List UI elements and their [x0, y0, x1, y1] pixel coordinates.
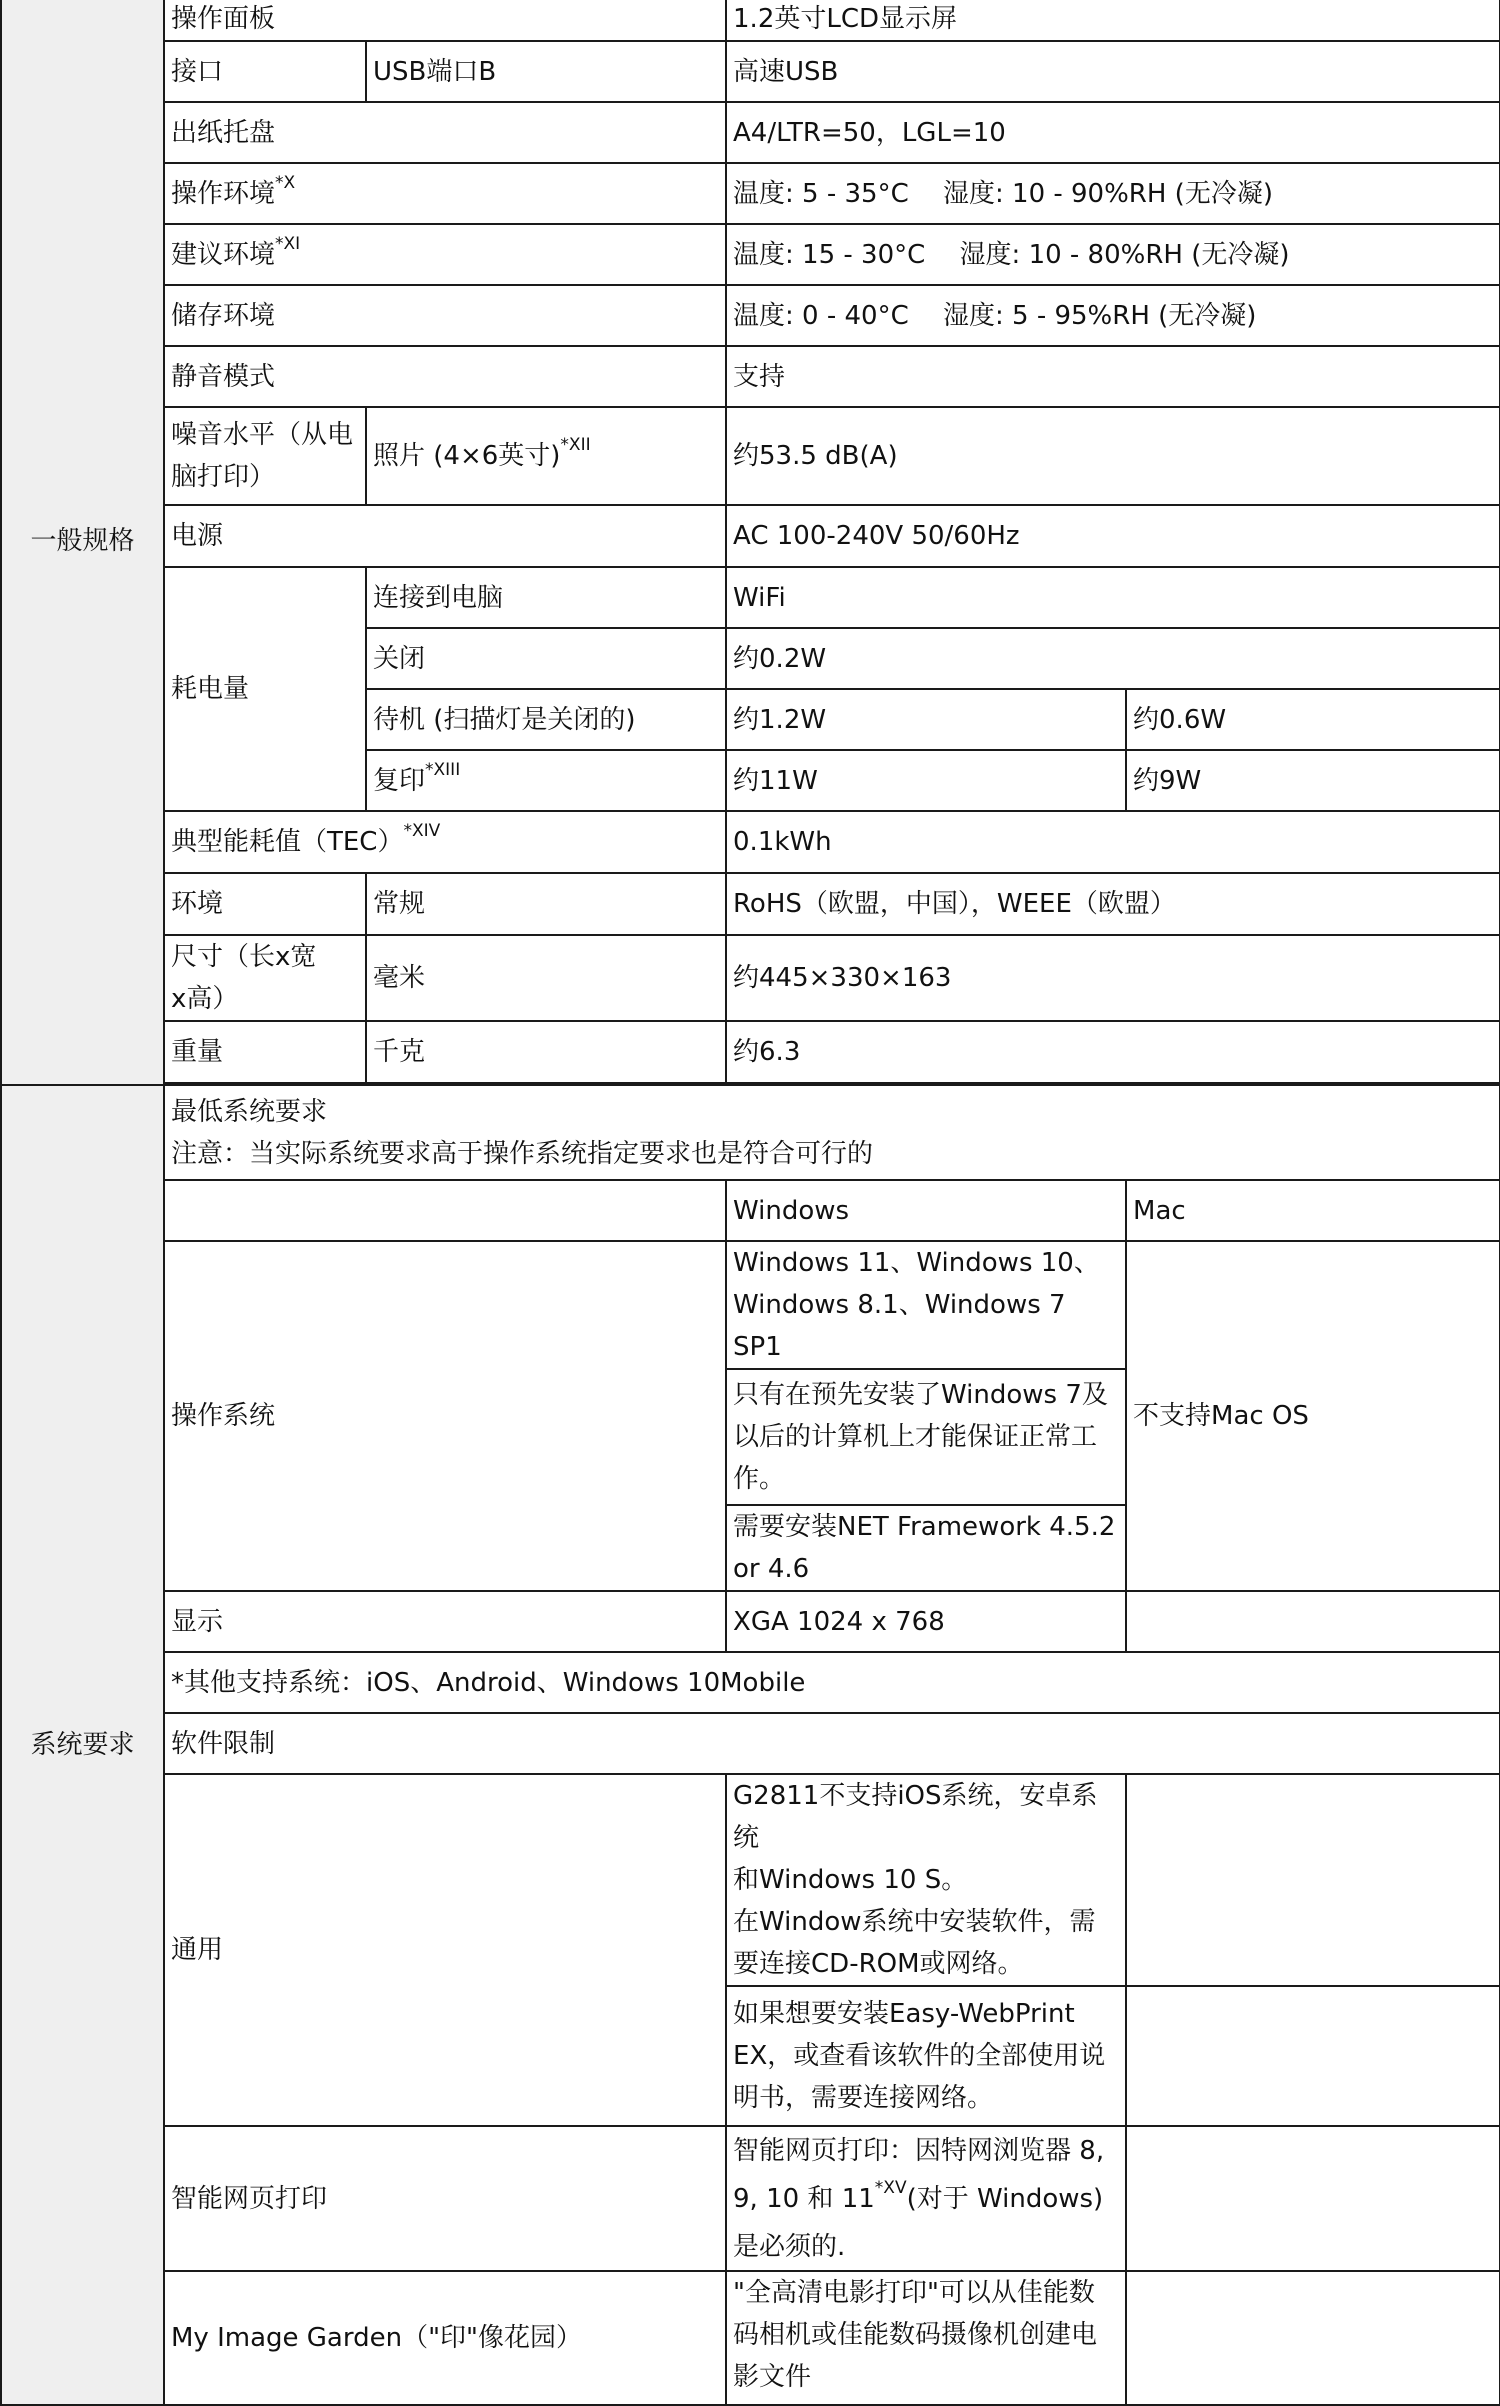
row-environment	[1, 873, 1500, 935]
text-line: or 4.6	[733, 1554, 810, 1584]
footnote-xii: *XII	[560, 435, 591, 455]
text-fragment: (对于 Windows)	[906, 2183, 1104, 2214]
label-my-image-garden: My Image Garden（"印"像花园）	[164, 2271, 726, 2405]
sub-standby: 待机 (扫描灯是关闭的)	[366, 689, 726, 750]
footnote-xi: *XI	[275, 233, 301, 254]
sub-interface: USB端口B	[366, 41, 726, 102]
min-req-title: 最低系统要求	[171, 1096, 328, 1127]
row-display	[1, 1591, 1500, 1652]
value-operation-panel: 1.2英寸LCD显示屏	[726, 0, 1500, 41]
row-operation-panel	[1, 0, 1500, 41]
text-line: 明书，需要连接网络。	[733, 2083, 994, 2113]
row-general-use-1	[1, 1774, 1500, 1986]
text-line	[733, 2172, 1119, 2226]
label-weight: 重量	[164, 1021, 366, 1083]
value-display-mac	[1126, 1591, 1500, 1652]
value-power-source: AC 100-240V 50/60Hz	[726, 505, 1500, 567]
value-tec: 0.1kWh	[726, 811, 1500, 873]
footnote-xv: *XV	[874, 2177, 907, 2198]
value-copy-1: 约11W	[726, 750, 1126, 811]
label-text: 建议环境	[171, 239, 276, 270]
label-operating-env	[164, 163, 726, 224]
other-systems: *其他支持系统：iOS、Android、Windows 10Mobile	[164, 1652, 1500, 1713]
os-windows-versions	[726, 1241, 1126, 1369]
footnote-xiv: *XIV	[403, 821, 441, 841]
label-display: 显示	[164, 1591, 726, 1652]
label-environment: 环境	[164, 873, 366, 935]
value-copy-2: 约9W	[1126, 750, 1500, 811]
row-my-image-garden	[1, 2271, 1500, 2405]
footnote-x: *X	[275, 172, 296, 193]
smart-web-text	[726, 2126, 1126, 2271]
value-quiet-mode: 支持	[726, 346, 1500, 407]
text-line: 在Window系统中安装软件，需	[733, 1907, 1096, 1937]
row-dimensions	[1, 935, 1500, 1021]
label-power-source: 电源	[164, 505, 726, 567]
text-line: 以后的计算机上才能保证正常工	[733, 1422, 1098, 1452]
general-use-text-2	[726, 1986, 1126, 2126]
row-operating-env	[1, 163, 1500, 224]
min-requirements	[164, 1085, 1500, 1180]
text-line: G2811不支持iOS系统，安卓系统	[733, 1781, 1098, 1853]
label-power-consumption: 耗电量	[164, 567, 366, 811]
sub-dimensions: 毫米	[366, 935, 726, 1021]
label-quiet-mode: 静音模式	[164, 346, 726, 407]
sub-weight: 千克	[366, 1021, 726, 1083]
row-storage-env	[1, 285, 1500, 346]
row-smart-web	[1, 2126, 1500, 2271]
value-display: XGA 1024 x 768	[726, 1591, 1126, 1652]
sub-text: 照片 (4×6英寸)	[373, 441, 561, 471]
label-storage-env: 储存环境	[164, 285, 726, 346]
label-line: 尺寸（长x宽	[171, 942, 317, 972]
row-min-requirements	[1, 1085, 1500, 1180]
value-interface: 高速USB	[726, 41, 1500, 102]
value-standby-1: 约1.2W	[726, 689, 1126, 750]
value-dimensions: 约445×330×163	[726, 935, 1500, 1021]
label-operation-panel: 操作面板	[164, 0, 726, 41]
sub-environment: 常规	[366, 873, 726, 935]
row-power-connected	[1, 567, 1500, 628]
value-storage-env: 温度: 0 - 40°C 湿度: 5 - 95%RH (无冷凝)	[726, 285, 1500, 346]
value-environment: RoHS（欧盟，中国），WEEE（欧盟）	[726, 873, 1500, 935]
row-quiet-mode	[1, 346, 1500, 407]
value-operating-env: 温度: 5 - 35°C 湿度: 10 - 90%RH (无冷凝)	[726, 163, 1500, 224]
min-req-note: 注意：当实际系统要求高于操作系统指定要求也是符合可行的	[171, 1138, 874, 1169]
text-line: 和Windows 10 S。	[733, 1865, 968, 1895]
text-line: 智能网页打印：因特网浏览器 8,	[733, 2135, 1105, 2166]
sub-noise	[366, 407, 726, 505]
my-image-garden-text	[726, 2271, 1126, 2405]
label-tec	[164, 811, 726, 873]
value-weight: 约6.3	[726, 1021, 1500, 1083]
row-recommended-env	[1, 224, 1500, 285]
label-smart-web: 智能网页打印	[164, 2126, 726, 2271]
my-image-garden-mac	[1126, 2271, 1500, 2405]
general-use-mac-1	[1126, 1774, 1500, 1986]
text-line: EX，或查看该软件的全部使用说	[733, 2041, 1106, 2071]
label-os: 操作系统	[164, 1241, 726, 1591]
row-tec	[1, 811, 1500, 873]
header-windows: Windows	[726, 1180, 1126, 1241]
sub-connected: 连接到电脑	[366, 567, 726, 628]
label-interface: 接口	[164, 41, 366, 102]
header-empty	[164, 1180, 726, 1241]
text-line: Windows 11、Windows 10、	[733, 1248, 1100, 1278]
sub-off: 关闭	[366, 628, 726, 689]
text-line: 影文件	[733, 2362, 812, 2392]
os-net-framework	[726, 1505, 1126, 1591]
label-noise	[164, 407, 366, 505]
text-line: 是必须的.	[733, 2231, 846, 2262]
value-recommended-env: 温度: 15 - 30°C 湿度: 10 - 80%RH (无冷凝)	[726, 224, 1500, 285]
text-fragment: 9, 10 和 11	[733, 2183, 875, 2214]
text-line: Windows 8.1、Windows 7 SP1	[733, 1290, 1066, 1362]
label-line: 噪音水平（从电	[171, 420, 354, 450]
text-line: 码相机或佳能数码摄像机创建电	[733, 2320, 1098, 2350]
text-line: 需要安装NET Framework 4.5.2	[733, 1512, 1116, 1542]
label-line: x高）	[171, 984, 239, 1014]
value-standby-2: 约0.6W	[1126, 689, 1500, 750]
row-interface	[1, 41, 1500, 102]
row-weight	[1, 1021, 1500, 1083]
value-connected: WiFi	[726, 567, 1500, 628]
row-software-limits	[1, 1713, 1500, 1774]
row-noise	[1, 407, 1500, 505]
category-system: 系统要求	[1, 1085, 164, 2405]
label-text: 操作环境	[171, 178, 276, 209]
text-line: 要连接CD-ROM或网络。	[733, 1949, 1024, 1979]
smart-web-mac	[1126, 2126, 1500, 2271]
text-line: 只有在预先安装了Windows 7及	[733, 1380, 1108, 1410]
software-limits: 软件限制	[164, 1713, 1500, 1774]
footnote-xiii: *XIII	[425, 759, 461, 780]
text-line: 作。	[733, 1464, 786, 1494]
row-other-systems	[1, 1652, 1500, 1713]
os-mac: 不支持Mac OS	[1126, 1241, 1500, 1591]
row-os-headers	[1, 1180, 1500, 1241]
row-output-tray	[1, 102, 1500, 163]
value-off: 约0.2W	[726, 628, 1500, 689]
label-dimensions	[164, 935, 366, 1021]
label-line: 脑打印）	[171, 462, 276, 492]
label-output-tray: 出纸托盘	[164, 102, 726, 163]
header-mac: Mac	[1126, 1180, 1500, 1241]
row-os-windows	[1, 1241, 1500, 1369]
label-text: 典型能耗值（TEC）	[171, 827, 404, 857]
text-line: 如果想要安装Easy-WebPrint	[733, 1999, 1075, 2029]
sub-text: 复印	[373, 765, 426, 796]
row-power-source	[1, 505, 1500, 567]
label-recommended-env	[164, 224, 726, 285]
os-preinstall-note	[726, 1369, 1126, 1505]
general-use-mac-2	[1126, 1986, 1500, 2126]
general-use-text-1	[726, 1774, 1126, 1986]
value-noise: 约53.5 dB(A)	[726, 407, 1500, 505]
value-output-tray: A4/LTR=50，LGL=10	[726, 102, 1500, 163]
label-general-use: 通用	[164, 1774, 726, 2126]
text-line: "全高清电影打印"可以从佳能数	[733, 2278, 1095, 2308]
sub-copy	[366, 750, 726, 811]
category-general: 一般规格	[1, 0, 164, 1085]
